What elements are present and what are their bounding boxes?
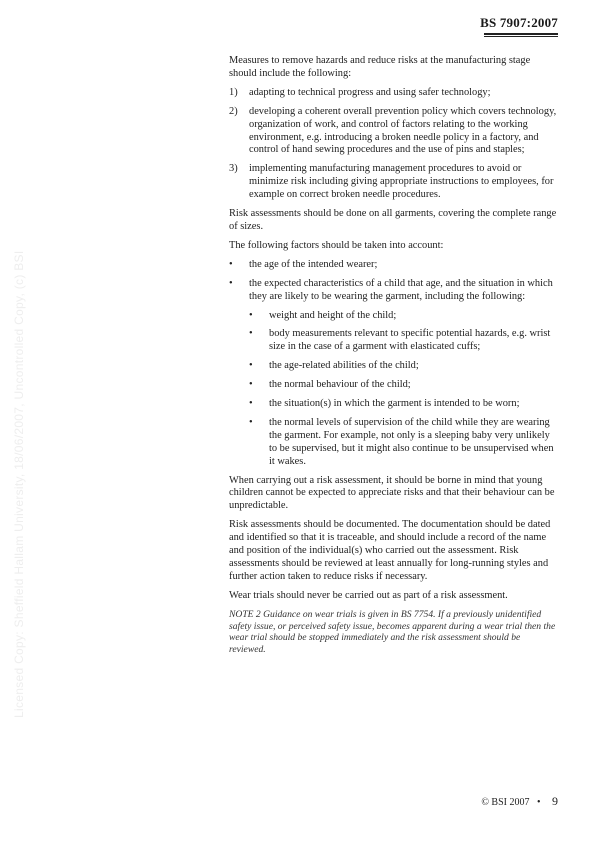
license-watermark: Licensed Copy: Sheffield Hallam University, 18/06/2007, Uncontrolled Copy, (c) BSI xyxy=(12,250,26,718)
bullet-icon: • xyxy=(249,398,253,410)
standard-id: BS 7907:2007 xyxy=(480,15,558,30)
document-body xyxy=(229,55,557,662)
factor-item xyxy=(229,278,557,304)
measure-number: 1) xyxy=(229,86,238,98)
bullet-icon: • xyxy=(229,277,233,289)
factor-text: the expected characteristics of a child that age, and the situation in which they are likely to be wearing the garment, including the following: xyxy=(249,277,553,302)
measure-text: adapting to technical progress and using safer technology; xyxy=(249,86,491,98)
bullet-icon: • xyxy=(249,328,253,340)
measure-text: developing a coherent overall prevention policy which covers technology, organization of work, and control of factors relating to the working environment, e.g. introducing a broken needle policy in a factory, and control of hand sewing procedures and the use of pins and staples; xyxy=(249,105,557,156)
bullet-icon: • xyxy=(249,379,253,391)
sub-factor-text: the normal behaviour of the child; xyxy=(269,379,411,391)
measure-item xyxy=(229,106,557,158)
factors-intro-paragraph: The following factors should be taken into account: xyxy=(229,239,444,251)
note-2: NOTE 2 Guidance on wear trials is given in BS 7754. If a previously unidentified safety issue, or perceived safety issue, becomes apparent during a wear trial then the wear trial should be stopped immediately and the risk assessment should be reviewed. xyxy=(229,608,556,656)
intro-paragraph: Measures to remove hazards and reduce risks at the manufacturing stage should include the following: xyxy=(229,55,531,79)
measure-item xyxy=(229,163,557,202)
factor-text: the age of the intended wearer; xyxy=(249,258,378,270)
sub-factor-text: body measurements relevant to specific potential hazards, e.g. wrist size in the case of a garment with elasticated cuffs; xyxy=(269,328,551,353)
sub-factor-text: the age-related abilities of the child; xyxy=(269,360,419,372)
sub-factor-text: weight and height of the child; xyxy=(269,309,397,321)
sub-factor-list xyxy=(249,310,557,469)
copyright-text: © BSI 2007 xyxy=(481,797,530,808)
sub-factor-item xyxy=(249,310,557,323)
bullet-icon: • xyxy=(249,309,253,321)
wear-trials-paragraph: Wear trials should never be carried out as part of a risk assessment. xyxy=(229,589,508,601)
sub-factor-item xyxy=(249,417,557,469)
page-number: 9 xyxy=(552,794,558,808)
sub-factor-item xyxy=(249,328,557,354)
bullet-icon: • xyxy=(249,360,253,372)
header-rule xyxy=(484,33,558,37)
risk-assessment-paragraph: Risk assessments should be done on all garments, covering the complete range of sizes. xyxy=(229,208,557,232)
sub-factor-item xyxy=(249,398,557,411)
measure-item xyxy=(229,87,557,100)
measure-text: implementing manufacturing management procedures to avoid or minimize risk including giving appropriate instructions to employees, for example on correct broken needle procedures. xyxy=(249,163,554,201)
factor-item xyxy=(229,259,557,272)
page-footer xyxy=(481,794,558,809)
bullet-icon: • xyxy=(249,416,253,428)
footer-separator: • xyxy=(536,797,541,808)
bullet-icon: • xyxy=(229,258,233,270)
sub-factor-item xyxy=(249,379,557,392)
sub-factor-item xyxy=(249,360,557,373)
page-header xyxy=(480,15,558,37)
behaviour-paragraph: When carrying out a risk assessment, it should be borne in mind that young children cannot be expected to appreciate risks and that their behaviour can be unpredictable. xyxy=(229,474,555,512)
documentation-paragraph: Risk assessments should be documented. The documentation should be dated and identified so that it is traceable, and should include a record of the name and position of the individual(s) who carried out the assessment. Risk assessments should be reviewed at least annually for long-running styles and further action taken to reduce risks if necessary. xyxy=(229,519,551,582)
sub-factor-text: the situation(s) in which the garment is intended to be worn; xyxy=(269,398,520,410)
measure-number: 3) xyxy=(229,163,238,175)
sub-factor-text: the normal levels of supervision of the child while they are wearing the garment. For example, not only is a sleeping baby very unlikely to be supervised, but it might also continue to be unsupervised when it wakes. xyxy=(269,416,554,467)
measure-number: 2) xyxy=(229,105,238,117)
